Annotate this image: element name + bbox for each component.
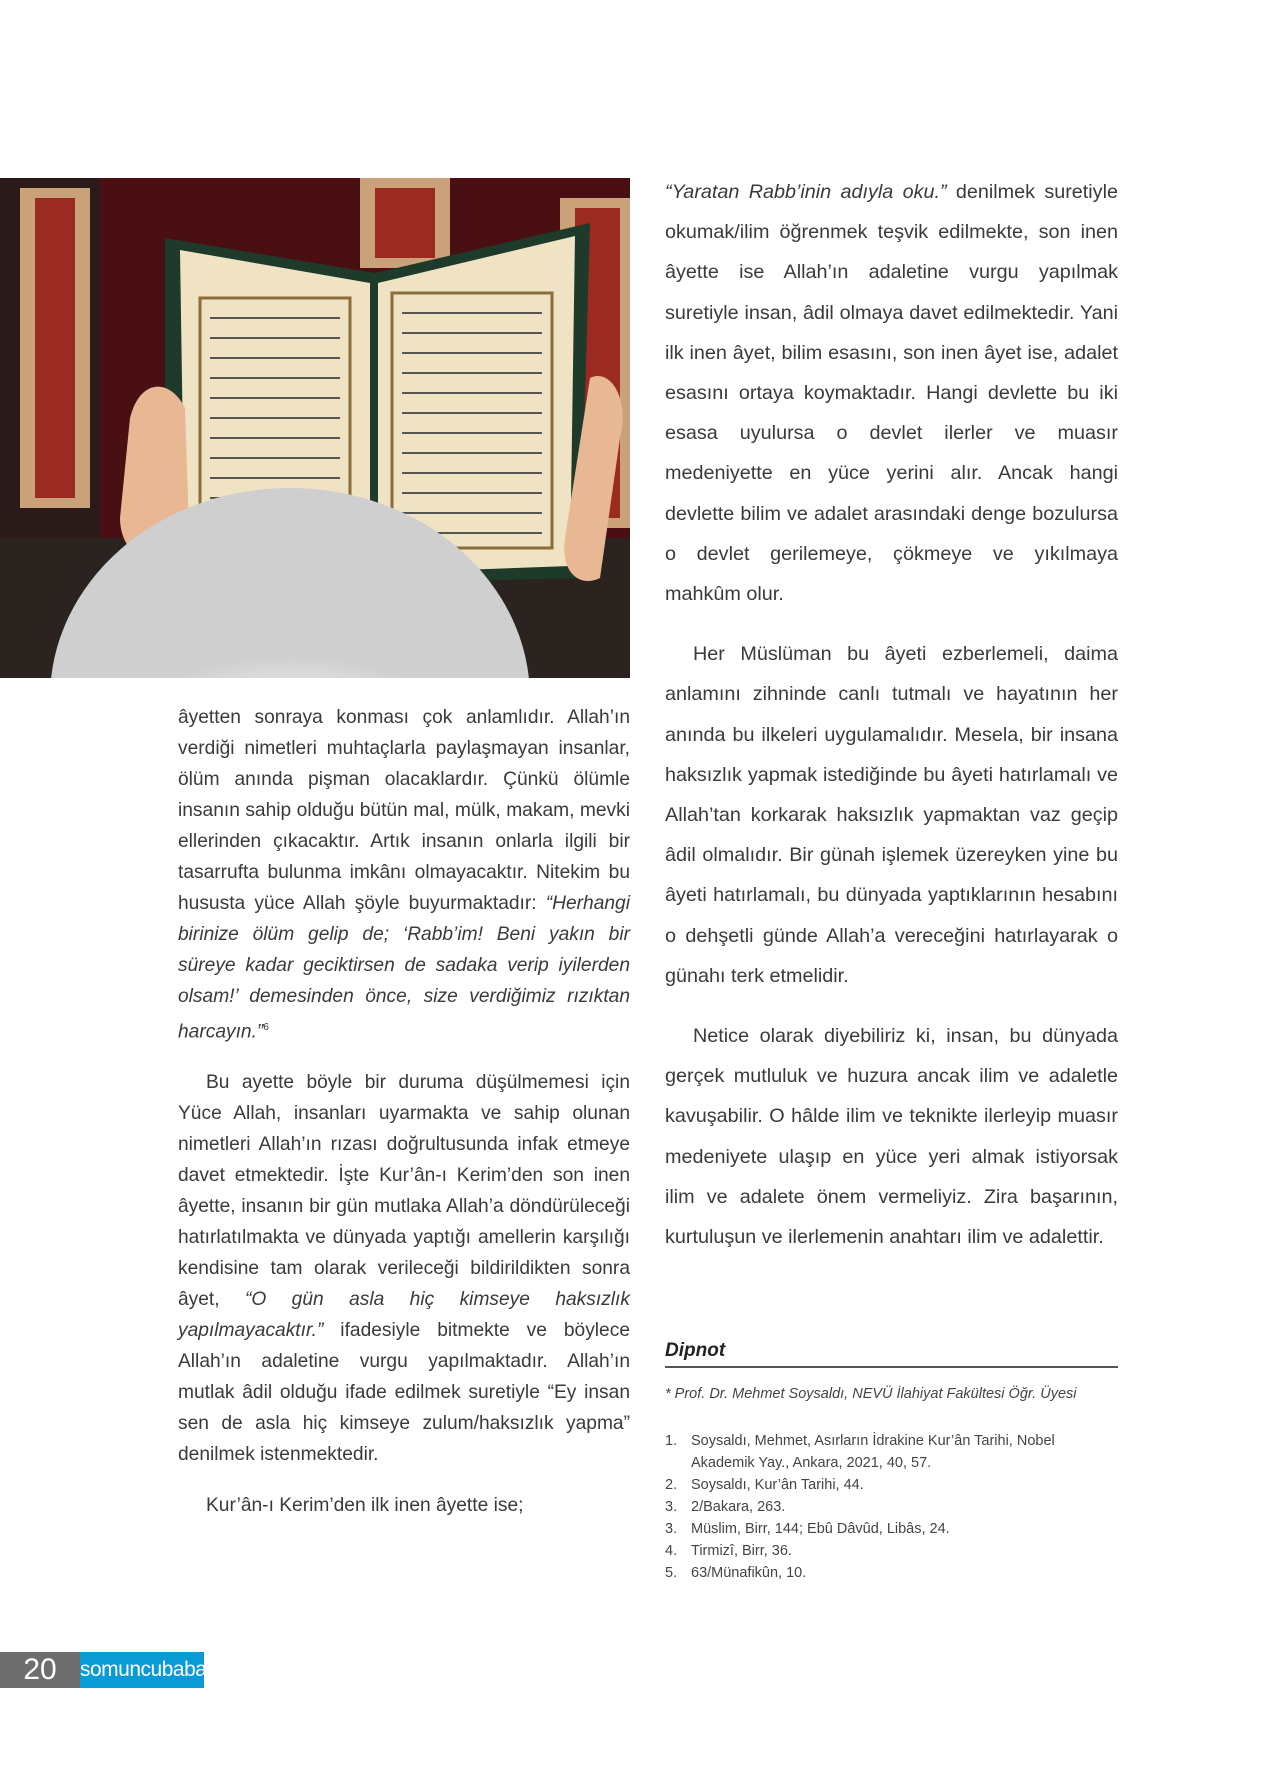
footnote-item [665, 1496, 1118, 1518]
footnote-text: Soysaldı, Kur’ân Tarihi, 44. [691, 1477, 864, 1493]
right-column [665, 172, 1118, 1257]
right-paragraph-1: “Yaratan Rabb’inin adıyla oku.” denilmek suretiyle okumak/ilim öğrenmek teşvik edilmekte, son inen âyette ise Allah’ın adaletine vurgu yapılmak suretiyle insan, âdil olmaya davet edilmektedir. Yani ilk inen âyet, bilim esasını, son inen âyet ise, adalet esasını ortaya koymaktadır. Hangi devlette bu iki esasa uyulursa o devlet ilerler ve muasır medeniyette en yüce yerini alır. Ancak hangi devlette bilim ve adalet arasındaki denge bozulursa o devlet gerilemeye, çökmeye ve yıkılmaya mahkûm olur. [665, 181, 1118, 606]
footnote-item [665, 1430, 1118, 1474]
footnote-text: Müslim, Birr, 144; Ebû Dâvûd, Libâs, 24. [691, 1521, 950, 1537]
footnote-text: 63/Münafikûn, 10. [691, 1565, 807, 1581]
footnote-number: 3. [665, 1499, 678, 1515]
open-quran-book-photo-icon [0, 178, 630, 678]
right-paragraph-2: Her Müslüman bu âyeti ezberlemeli, daima anlamını zihninde canlı tutmalı ve hayatının her anında bu ilkeleri uygulamalıdır. Mesela, bir insana haksızlık yapmak istediğinde bu âyeti hatırlamalı ve Allah’tan korkarak haksızlık yapmaktan vaz geçip âdil olmalıdır. Bir günah işlemek üzereyken yine bu âyeti hatırlamalı, bu dünyada yaptıklarının hesabını o dehşetli günde Allah’a vereceğini hatırlayarak o günahı terk etmelidir. [665, 643, 1118, 987]
left-paragraph-2: Bu ayette böyle bir duruma düşülmemesi için Yüce Allah, insanları uyarmakta ve sahip olunan nimetleri Allah’ın rızası doğrultusunda infak etmeye davet etmektedir. İşte Kur’ân-ı Kerim’den son inen âyette, insanın bir gün mutlaka Allah’a döndürüleceği hatırlatılmakta ve dünyada yaptığı amellerin karşılığı kendisine tam olarak verileceği bildirildikten sonra âyet, “O gün asla hiç kimseye haksızlık yapılmayacaktır.” ifadesiyle bitmekte ve böylece Allah’ın adaletine vurgu yapılmaktadır. Allah’ın mutlak âdil olduğu ifade edilmek suretiyle “Ey insan sen de asla hiç kimseye zulum/haksızlık yapma” denilmek istenmektedir. [178, 1072, 630, 1466]
footnote-item [665, 1562, 1118, 1584]
footnote-number: 2. [665, 1477, 678, 1493]
left-paragraph-3: Kur’ân-ı Kerim’den ilk inen âyette ise; [206, 1495, 524, 1517]
right-paragraph-3: Netice olarak diyebiliriz ki, insan, bu dünyada gerçek mutluluk ve huzura ancak ilim ve adaletle kavuşabilir. O hâlde ilim ve teknikte ilerleyip muasır medeniyete ulaşıp en yüce yeri almak istiyorsak ilim ve adalete önem vermeliyiz. Zira başarının, kurtuluşun ve ilerlemenin anahtarı ilim ve adalettir. [665, 1025, 1118, 1249]
footnote-item [665, 1540, 1118, 1562]
footnote-item [665, 1518, 1118, 1540]
footnotes-title: Dipnot [665, 1340, 1118, 1368]
footnote-number: 4. [665, 1543, 678, 1559]
footnote-text: Soysaldı, Mehmet, Asırların İdrakine Kur’ân Tarihi, Nobel Akademik Yay., Ankara, 2021, 40, 57. [691, 1433, 1055, 1471]
quran-quote: “O gün asla hiç kimseye haksızlık yapılmayacaktır.” [178, 1289, 630, 1342]
quran-quote: “Yaratan Rabb’inin adıyla oku.” [665, 181, 947, 203]
footnote-number: 5. [665, 1565, 678, 1581]
footnotes-list [665, 1430, 1118, 1584]
left-paragraph-1: âyetten sonraya konması çok anlamlıdır. Allah’ın verdiği nimetleri muhtaçlarla paylaşmayan insanlar, ölüm anında pişman olacaklardır. Çünkü ölümle insanın sahip olduğu bütün mal, mülk, makam, mevki ellerinden çıkacaktır. Artık insanın onlarla ilgili bir tasarrufta bulunma imkânı olmayacaktır. Nitekim bu hususta yüce Allah şöyle buyurmaktadır: “Herhangi birinize ölüm gelip de; ‘Rabb’im! Beni yakın bir süreye kadar geciktirsen de sadaka verip iyilerden olsam!’ demesinden önce, size verdiğimiz rızıktan harcayın.”$^6$ [178, 707, 630, 1043]
footnote-text: 2/Bakara, 263. [691, 1499, 786, 1515]
page-number: 20 [0, 1652, 80, 1688]
magazine-brand-logo: somuncubaba [80, 1652, 204, 1688]
footnote-number: 1. [665, 1433, 678, 1449]
quran-quote: “Herhangi birinize ölüm gelip de; ‘Rabb’im! Beni yakın bir süreye kadar geciktirsen de sadaka verip iyilerden olsam!’ demesinden önce, size verdiğimiz rızıktan harcayın.” [178, 893, 630, 1043]
author-note: * Prof. Dr. Mehmet Soysaldı, NEVÜ İlahiyat Fakültesi Öğr. Üyesi [665, 1386, 1077, 1402]
footnote-ref-6: 6 [263, 1022, 269, 1033]
footnote-item [665, 1474, 1118, 1496]
footnote-text: Tirmizî, Birr, 36. [691, 1543, 792, 1559]
footnote-number: 3. [665, 1521, 678, 1537]
quran-photo [0, 178, 630, 678]
left-column [178, 702, 630, 1521]
